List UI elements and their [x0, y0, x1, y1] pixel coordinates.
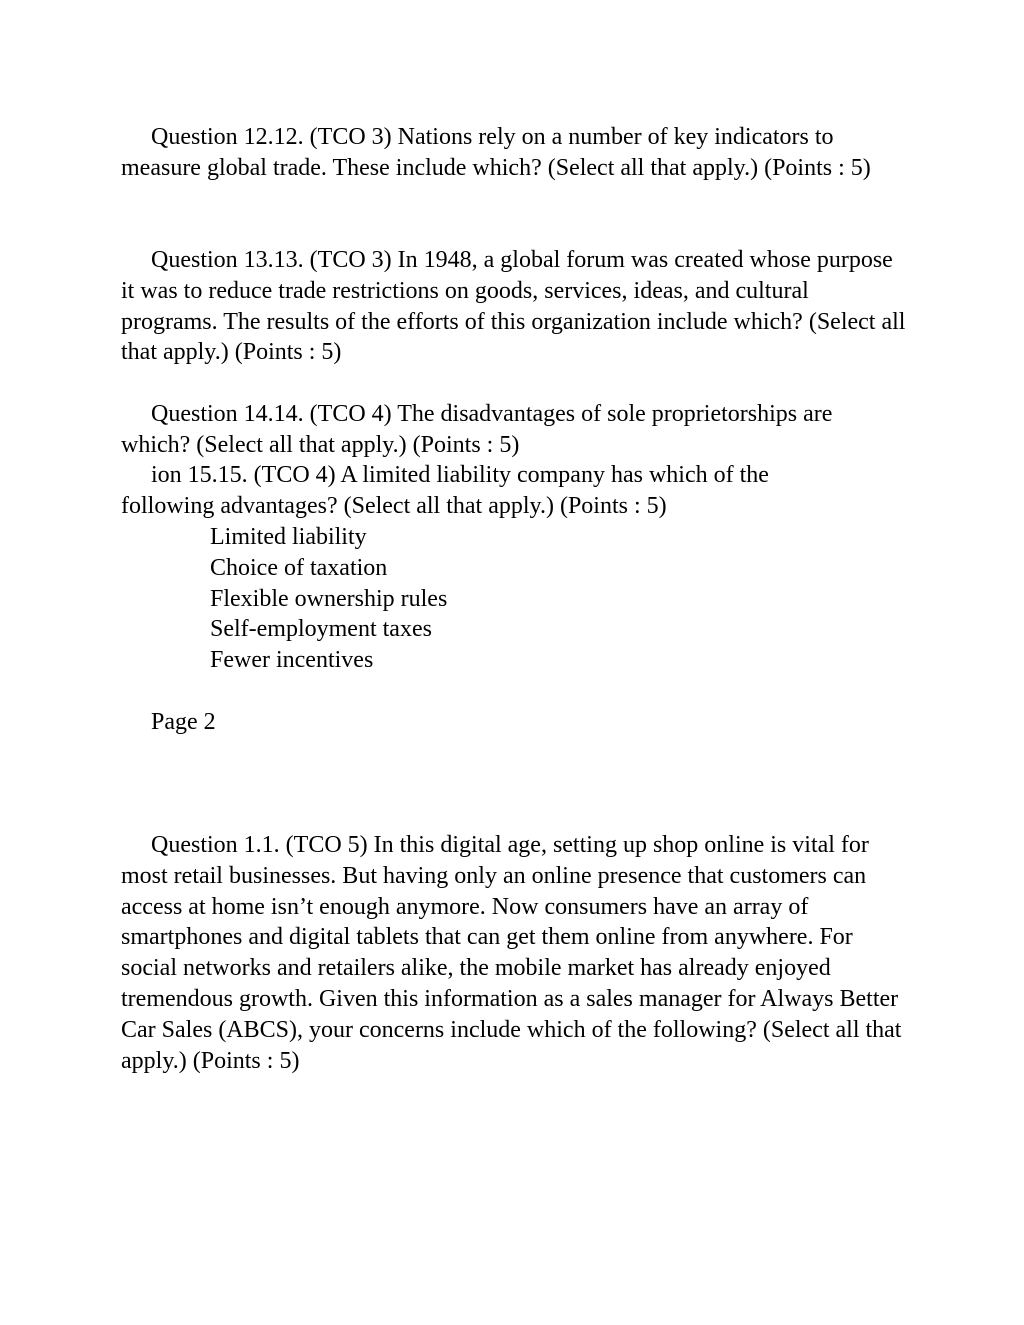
question-15-line-2: following advantages? (Select all that apply.) (Points : 5) — [121, 493, 667, 519]
option-choice-of-taxation: Choice of taxation — [210, 555, 388, 581]
option-flexible-ownership-rules: Flexible ownership rules — [210, 586, 448, 612]
question-15-line-1: ion 15.15. (TCO 4) A limited liability company has which of the — [151, 462, 769, 488]
question-13: Question 13.13. (TCO 3) In 1948, a global forum was created whose purpose it was to reduce trade restrictions on goods, services, ideas, and cultural programs. The results of the efforts of this organization include which? (Select all that apply.) (Points : 5) — [121, 247, 906, 366]
question-12: Question 12.12. (TCO 3) Nations rely on a number of key indicators to measure global trade. These include which? (Select all that apply.) (Points : 5) — [121, 124, 871, 181]
option-self-employment-taxes: Self-employment taxes — [210, 616, 432, 642]
page-label: Page 2 — [151, 709, 216, 735]
question-14: Question 14.14. (TCO 4) The disadvantages of sole proprietorships are which? (Select all that apply.) (Points : 5) — [121, 401, 833, 458]
option-fewer-incentives: Fewer incentives — [210, 647, 374, 673]
option-limited-liability: Limited liability — [210, 524, 367, 550]
question-1: Question 1.1. (TCO 5) In this digital age, setting up shop online is vital for most retail businesses. But having only an online presence that customers can access at home isn’t enough anymore. Now consumers have an array of smartphones and digital tablets that can get them online from anywhere. For social networks and retailers alike, the mobile market has already enjoyed tremendous growth. Given this information as a sales manager for Always Better Car Sales (ABCS), your concerns include which of the following? (Select all that apply.) (Points : 5) — [121, 832, 902, 1074]
